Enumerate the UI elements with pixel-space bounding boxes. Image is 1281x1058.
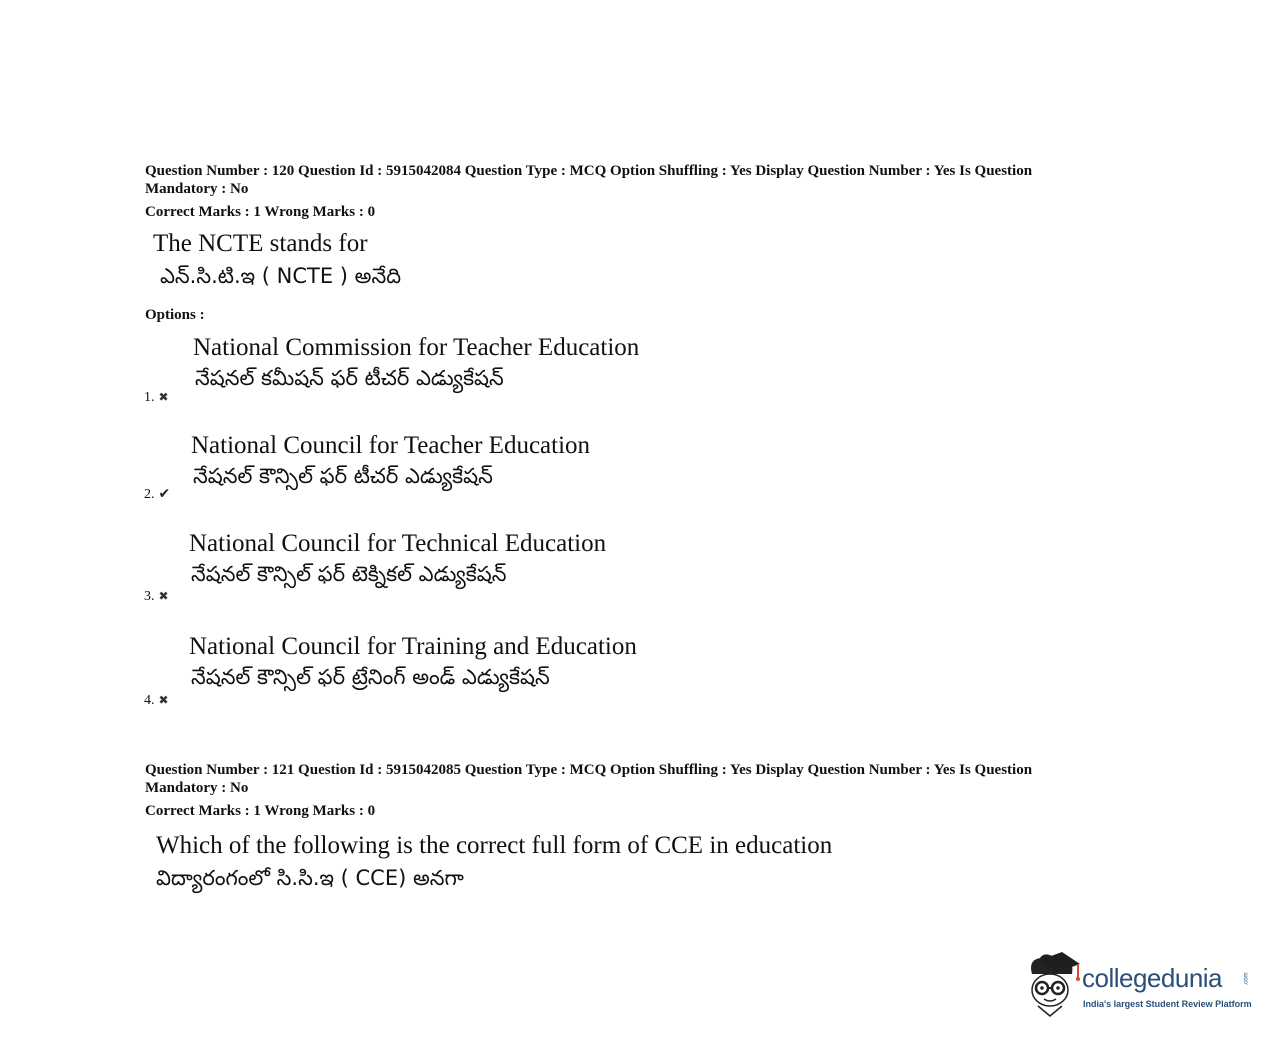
option-2-text-en: National Council for Teacher Education — [191, 432, 591, 459]
cross-icon: ✖ — [158, 589, 169, 603]
option-2-text-te: నేషనల్ కౌన్సిల్ ఫర్ టీచర్ ఎడ్యుకేషన్ — [193, 464, 493, 488]
brand-tagline: India's largest Student Review Platform — [1083, 999, 1252, 1009]
question-121-meta — [145, 761, 1120, 797]
option-number-label: 3. — [144, 589, 155, 604]
question-121-marks: Correct Marks : 1 Wrong Marks : 0 — [145, 803, 376, 819]
question-121-text-te: విద్యారంగంలో సి.సి.ఇ ( CCE) అనగా — [156, 866, 464, 890]
question-meta-line: Question Number : 121 Question Id : 5915042085 Question Type : MCQ Option Shuffling : Yes Display Question Number : Yes Is Question — [145, 762, 1033, 778]
option-4-number — [144, 692, 169, 709]
option-1-text-te: నేషనల్ కమీషన్ ఫర్ టీచర్ ఎడ్యుకేషన్ — [195, 366, 504, 390]
option-2-number — [144, 486, 170, 503]
option-3-text-te: నేషనల్ కౌన్సిల్ ఫర్ టెక్నికల్ ఎడ్యుకేషన్ — [191, 562, 507, 586]
brand-domain-suffix: .com — [1243, 972, 1250, 986]
cross-icon: ✖ — [158, 693, 169, 707]
options-label: Options : — [145, 307, 205, 323]
option-1-text-en: National Commission for Teacher Education — [193, 334, 640, 361]
question-120-meta — [145, 162, 1120, 198]
question-120-text-te: ఎన్.సి.టి.ఇ ( NCTE ) అనేది — [160, 264, 402, 288]
option-3-number — [144, 588, 169, 605]
question-120-text-en: The NCTE stands for — [153, 230, 368, 257]
option-1-number — [144, 389, 169, 406]
question-120-marks: Correct Marks : 1 Wrong Marks : 0 — [145, 204, 376, 220]
question-121-text-en: Which of the following is the correct full form of CCE in education — [156, 832, 833, 859]
option-number-label: 2. — [144, 487, 155, 502]
mascot-icon — [1022, 950, 1082, 1022]
question-meta-line: Mandatory : No — [145, 181, 249, 197]
question-meta-line: Mandatory : No — [145, 780, 249, 796]
cross-icon: ✖ — [158, 390, 169, 404]
check-icon: ✔ — [158, 486, 171, 502]
option-number-label: 1. — [144, 390, 155, 405]
option-3-text-en: National Council for Technical Education — [189, 530, 607, 557]
brand-name: collegedunia — [1082, 963, 1223, 993]
option-4-text-en: National Council for Training and Education — [189, 633, 637, 660]
collegedunia-logo — [1022, 950, 1252, 1022]
question-meta-line: Question Number : 120 Question Id : 5915042084 Question Type : MCQ Option Shuffling : Yes Display Question Number : Yes Is Question — [145, 163, 1033, 179]
option-number-label: 4. — [144, 693, 155, 708]
option-4-text-te: నేషనల్ కౌన్సిల్ ఫర్ ట్రేనింగ్ అండ్ ఎడ్యుకేషన్ — [191, 665, 550, 689]
